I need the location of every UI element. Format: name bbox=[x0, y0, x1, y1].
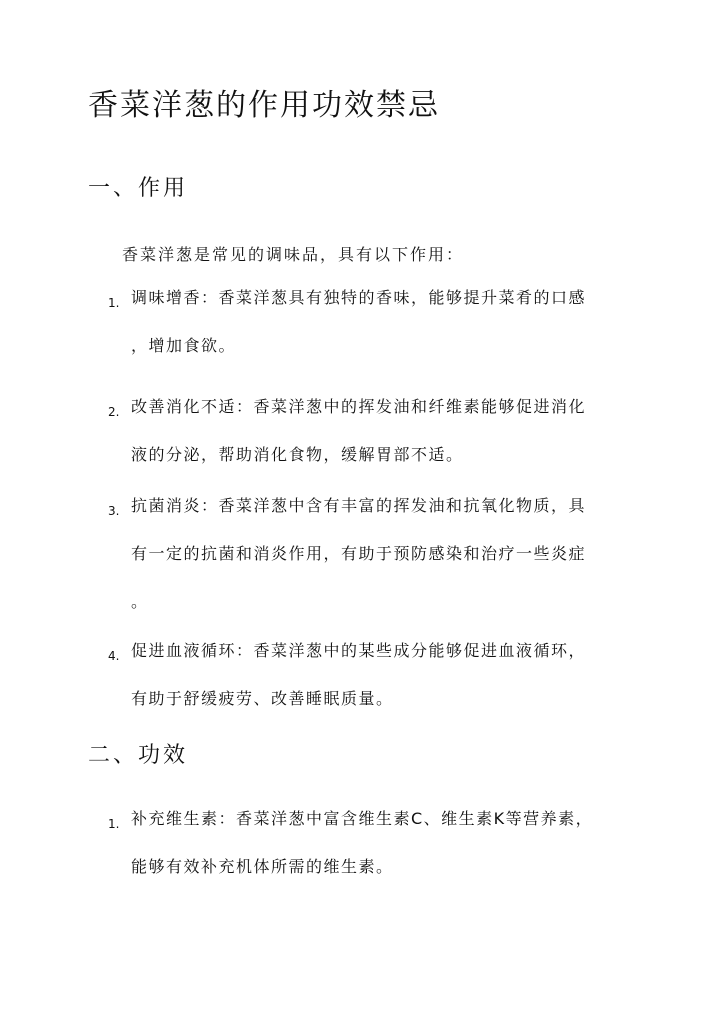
list-item-line: ，增加食欲。 bbox=[131, 336, 237, 355]
list-item-line: 。 bbox=[131, 592, 149, 611]
list-item-number: 4. bbox=[108, 649, 120, 663]
list-item-number: 2. bbox=[108, 405, 120, 419]
list-item-number: 1. bbox=[108, 817, 120, 831]
list-item-text bbox=[131, 627, 621, 723]
list-item-line: 抗菌消炎：香菜洋葱中含有丰富的挥发油和抗氧化物质，具 bbox=[131, 496, 587, 515]
list-item-line: 能够有效补充机体所需的维生素。 bbox=[131, 857, 394, 876]
list-item-line: 有一定的抗菌和消炎作用，有助于预防感染和治疗一些炎症 bbox=[131, 544, 587, 563]
list-item-line: 补充维生素：香菜洋葱中富含维生素C、维生素K等营养素， bbox=[131, 809, 594, 828]
list-item-text bbox=[131, 482, 621, 626]
document-title: 香菜洋葱的作用功效禁忌 bbox=[88, 88, 440, 123]
list-item-text bbox=[131, 383, 621, 479]
list-item-line: 液的分泌，帮助消化食物，缓解胃部不适。 bbox=[131, 445, 464, 464]
list-item-line: 有助于舒缓疲劳、改善睡眠质量。 bbox=[131, 689, 394, 708]
list-item-line: 促进血液循环：香菜洋葱中的某些成分能够促进血液循环， bbox=[131, 641, 587, 660]
list-item-line: 调味增香：香菜洋葱具有独特的香味，能够提升菜肴的口感 bbox=[131, 288, 587, 307]
list-item-text bbox=[131, 795, 621, 891]
list-item-text bbox=[131, 274, 621, 370]
section-intro: 香菜洋葱是常见的调味品，具有以下作用： bbox=[122, 245, 465, 264]
section-heading-effects: 二、功效 bbox=[88, 743, 189, 768]
section-heading-uses: 一、作用 bbox=[88, 176, 189, 201]
list-item-number: 1. bbox=[108, 296, 120, 310]
list-item-line: 改善消化不适：香菜洋葱中的挥发油和纤维素能够促进消化 bbox=[131, 397, 587, 416]
list-item-number: 3. bbox=[108, 504, 120, 518]
